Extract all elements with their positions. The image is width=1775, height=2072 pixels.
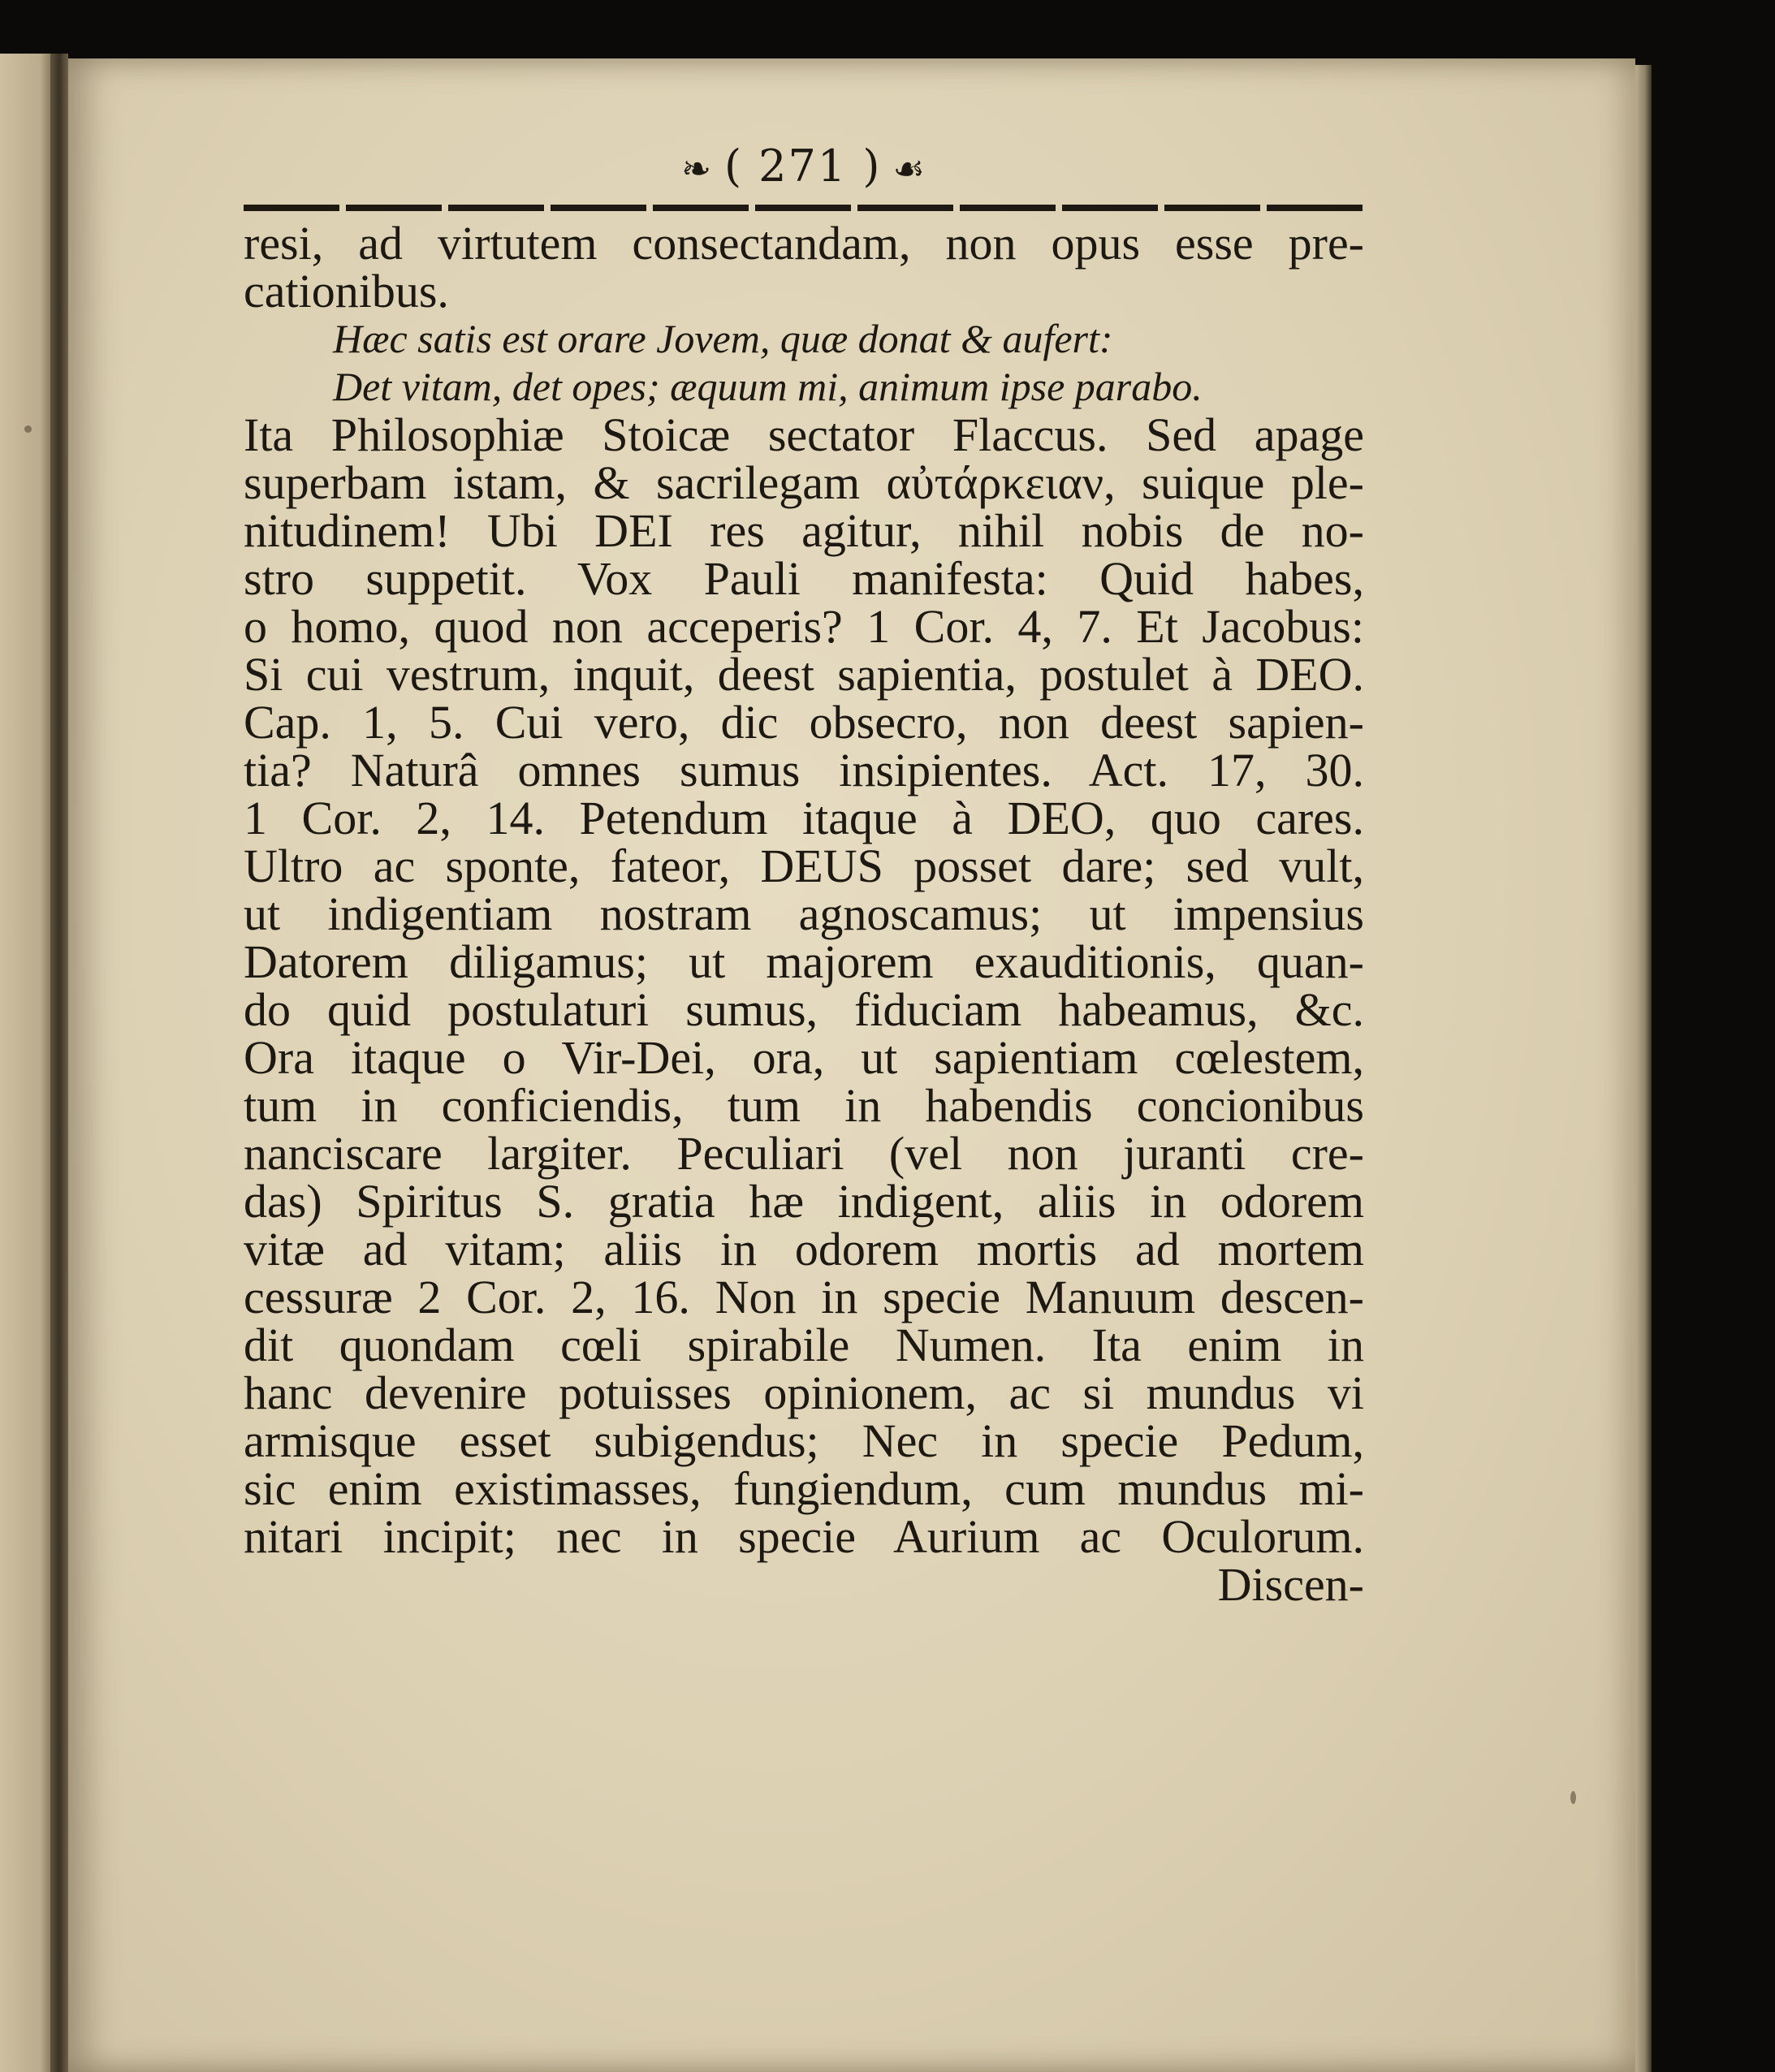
catchword: Discen- xyxy=(1217,1558,1364,1611)
paper-spot xyxy=(1570,1791,1576,1804)
text-line: stro suppetit. Vox Pauli manifesta: Quid habes, xyxy=(244,552,1364,605)
text-line: cessuræ 2 Cor. 2, 16. Non in specie Manuum descen- xyxy=(244,1271,1364,1323)
text-line: das) Spiritus S. gratia hæ indigent, aliis in odorem xyxy=(244,1175,1364,1228)
text-line: Si cui vestrum, inquit, deest sapientia, postulet à DEO. xyxy=(244,648,1364,701)
text-line: nitudinem! Ubi DEI res agitur, nihil nobis de no- xyxy=(244,504,1364,557)
text-line: sic enim existimasses, fungiendum, cum mundus mi- xyxy=(244,1462,1364,1515)
text-line: superbam istam, & sacrilegam αὐτάρκειαν, suique ple- xyxy=(244,456,1364,509)
verse-line: Hæc satis est orare Jovem, quæ donat & aufert: xyxy=(333,316,1113,361)
text-line: hanc devenire potuisses opinionem, ac si mundus vi xyxy=(244,1366,1364,1419)
text-line: resi, ad virtutem consectandam, non opus esse pre- xyxy=(244,217,1364,270)
facing-page-edge xyxy=(0,54,50,2072)
text-line: vitæ ad vitam; aliis in odorem mortis ad mortem xyxy=(244,1223,1364,1276)
text-line: Cap. 1, 5. Cui vero, dic obsecro, non deest sapien- xyxy=(244,696,1364,749)
text-line: nitari incipit; nec in specie Aurium ac Oculorum. xyxy=(244,1510,1364,1563)
text-line: do quid postulaturi sumus, fiduciam habeamus, &c. xyxy=(244,983,1364,1036)
text-line: Ita Philosophiæ Stoicæ sectator Flaccus. Sed apage xyxy=(244,408,1364,461)
text-line: tum in conficiendis, tum in habendis concionibus xyxy=(244,1079,1364,1132)
page-text-block xyxy=(244,130,1364,1611)
text-line: o homo, quod non acceperis? 1 Cor. 4, 7. Et Jacobus: xyxy=(244,600,1364,653)
book-gutter xyxy=(50,54,68,2072)
text-line: tia? Naturâ omnes sumus insipientes. Act. 17, 30. xyxy=(244,744,1364,796)
text-line: cationibus. xyxy=(244,265,449,317)
ornament-left-icon: ❧ xyxy=(681,149,713,190)
page-fore-edge xyxy=(1635,65,1652,2072)
text-line: ut indigentiam nostram agnoscamus; ut impensius xyxy=(244,887,1364,940)
text-line: armisque esset subigendus; Nec in specie Pedum, xyxy=(244,1414,1364,1467)
header-rule xyxy=(244,205,1364,211)
running-header xyxy=(244,130,1364,203)
paper-spot xyxy=(24,425,32,433)
text-line: Ultro ac sponte, fateor, DEUS posset dare; sed vult, xyxy=(244,840,1364,892)
verse-line: Det vitam, det opes; æquum mi, animum ipse parabo. xyxy=(333,364,1203,409)
text-line: 1 Cor. 2, 14. Petendum itaque à DEO, quo cares. xyxy=(244,792,1364,844)
text-line: dit quondam cœli spirabile Numen. Ita enim in xyxy=(244,1319,1364,1371)
text-line: Ora itaque o Vir-Dei, ora, ut sapientiam cœlestem, xyxy=(244,1031,1364,1084)
text-line: nanciscare largiter. Peculiari (vel non juranti cre- xyxy=(244,1127,1364,1180)
page-number: ( 271 ) xyxy=(723,140,882,192)
ornament-right-icon: ☙ xyxy=(892,149,926,190)
text-line: Datorem diligamus; ut majorem exauditionis, quan- xyxy=(244,935,1364,988)
